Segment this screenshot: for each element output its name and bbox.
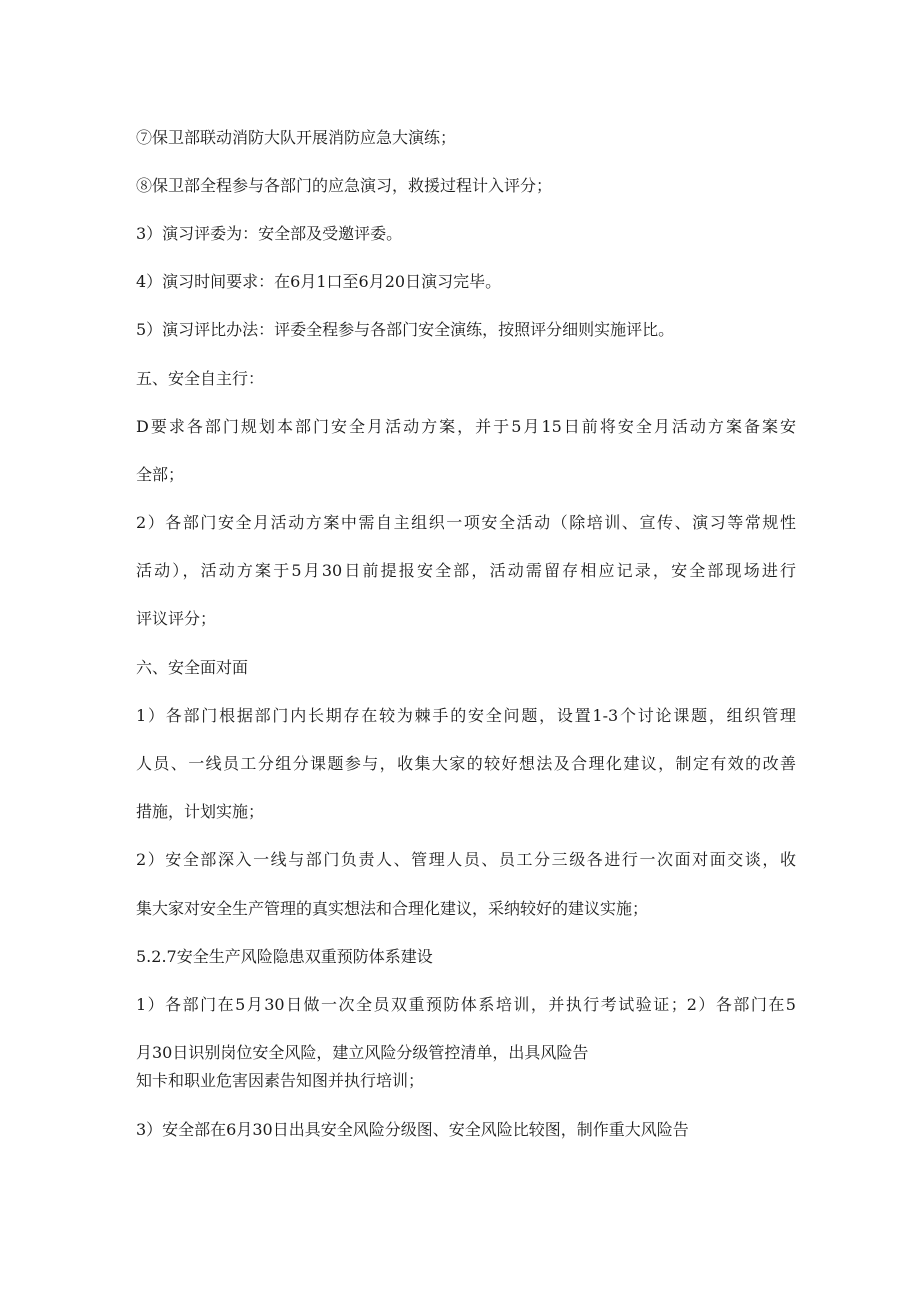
text-line-13: 1）各部门根据部门内长期存在较为棘手的安全问题，设置1-3个讨论课题，组织管理 — [136, 706, 796, 725]
text-line-16: 2）安全部深入一线与部门负责人、管理人员、员工分三级各进行一次面对面交谈，收 — [136, 850, 796, 869]
text-line-19: 1）各部门在5月30日做一次全员双重预防体系培训，并执行考试验证；2）各部门在5 — [136, 995, 796, 1014]
text-line-3: 3）演习评委为：安全部及受邀评委。 — [136, 224, 403, 243]
text-line-4: 4）演习时间要求：在6月1口至6月20日演习完毕。 — [136, 272, 502, 291]
text-line-21: 知卡和职业危害因素告知图并执行培训； — [136, 1071, 425, 1090]
text-line-11: 评议评分； — [136, 609, 217, 628]
text-line-2: ⑧保卫部全程参与各部门的应急演习，救援过程计入评分； — [136, 176, 553, 195]
section-heading-5: 五、安全自主行： — [136, 369, 265, 388]
section-heading-6: 六、安全面对面 — [136, 658, 249, 677]
text-line-9: 2）各部门安全月活动方案中需自主组织一项安全活动（除培训、宣传、演习等常规性 — [136, 513, 796, 532]
section-heading-527: 5.2.7安全生产风险隐患双重预防体系建设 — [136, 947, 433, 966]
text-line-7: D要求各部门规划本部门安全月活动方案，并于5月15日前将安全月活动方案备案安 — [136, 417, 796, 436]
text-line-17: 集大家对安全生产管理的真实想法和合理化建议，采纳较好的建议实施； — [136, 899, 649, 918]
text-line-1: ⑦保卫部联动消防大队开展消防应急大演练； — [136, 128, 457, 147]
text-line-14: 人员、一线员工分组分课题参与，收集大家的较好想法及合理化建议，制定有效的改善 — [136, 754, 796, 773]
text-line-8: 全部； — [136, 465, 185, 484]
text-line-5: 5）演习评比办法：评委全程参与各部门安全演练，按照评分细则实施评比。 — [136, 320, 675, 339]
text-line-15: 措施，计划实施； — [136, 802, 265, 821]
text-line-20: 月30日识别岗位安全风险，建立风险分级管控清单，出具风险告 — [136, 1043, 589, 1062]
text-line-10: 活动），活动方案于5月30日前提报安全部，活动需留存相应记录，安全部现场进行 — [136, 561, 796, 580]
text-line-22: 3）安全部在6月30日出具安全风险分级图、安全风险比较图，制作重大风险告 — [136, 1120, 689, 1139]
